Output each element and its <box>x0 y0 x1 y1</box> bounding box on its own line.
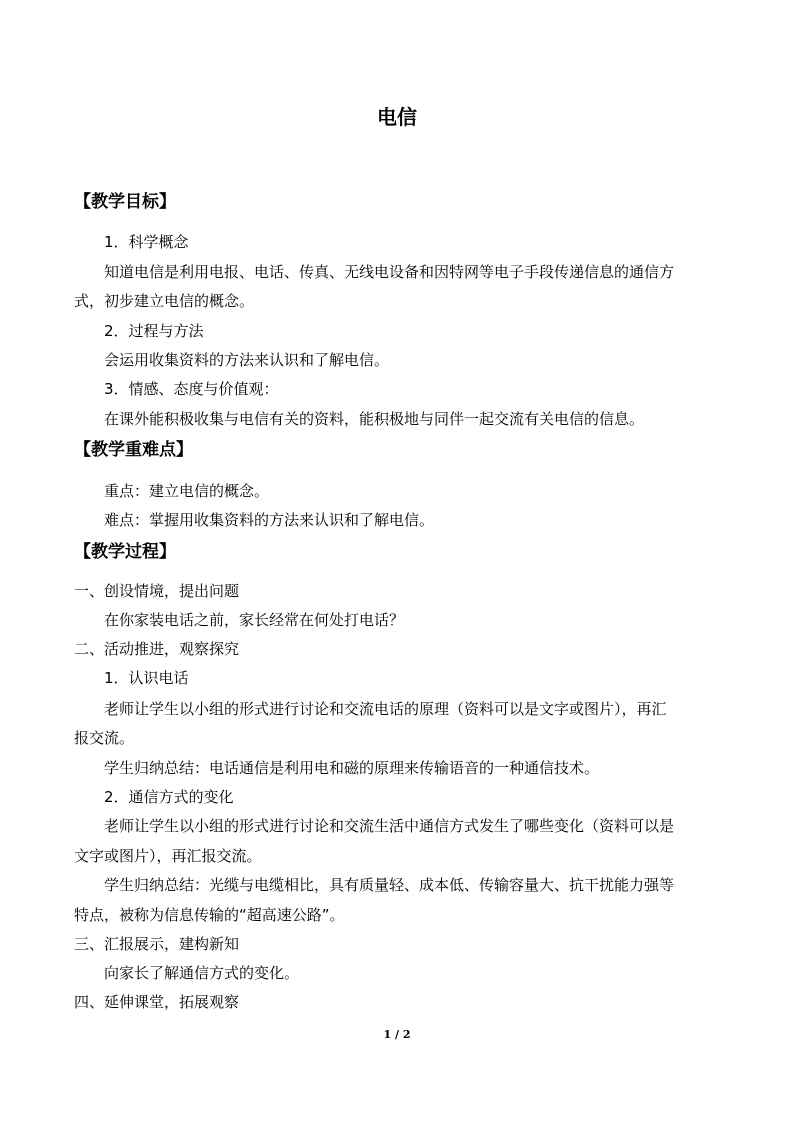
step1-text: 在你家装电话之前，家长经常在何处打电话？ <box>104 611 405 629</box>
step2-title: 二、活动推进，观察探究 <box>74 640 240 658</box>
step2-sub2-summary-line-1: 学生归纳总结：光缆与电缆相比，具有质量轻、成本低、传输容量大、抗干扰能力强等 <box>104 876 675 894</box>
process-text: 会运用收集资料的方法来认识和了解电信。 <box>104 351 390 369</box>
document-title: 电信 <box>377 105 417 129</box>
step4-title: 四、延伸课堂，拓展观察 <box>74 993 240 1011</box>
step2-sub1-label: 1．认识电话 <box>104 669 189 687</box>
concept-text-line-1: 知道电信是利用电报、电话、传真、无线电设备和因特网等电子手段传递信息的通信方 <box>104 263 675 281</box>
key-points-heading: 【教学重难点】 <box>74 440 193 460</box>
step2-sub2-text-line-1: 老师让学生以小组的形式进行讨论和交流生活中通信方式发生了哪些变化（资料可以是 <box>104 817 675 835</box>
step2-sub1-summary: 学生归纳总结：电话通信是利用电和磁的原理来传输语音的一种通信技术。 <box>104 759 600 777</box>
concept-label: 1．科学概念 <box>104 233 189 251</box>
step3-title: 三、汇报展示，建构新知 <box>74 935 240 953</box>
key-point: 重点：建立电信的概念。 <box>104 482 270 500</box>
attitude-text: 在课外能积极收集与电信有关的资料，能积极地与同伴一起交流有关电信的信息。 <box>104 410 645 428</box>
process-heading: 【教学过程】 <box>74 542 176 562</box>
step2-sub1-text-line-2: 报交流。 <box>74 729 135 747</box>
concept-text-line-2: 式，初步建立电信的概念。 <box>74 292 255 310</box>
step1-title: 一、创设情境，提出问题 <box>74 582 240 600</box>
step2-sub1-text-line-1: 老师让学生以小组的形式进行讨论和交流电话的原理（资料可以是文字或图片），再汇 <box>104 700 667 718</box>
difficult-point: 难点：掌握用收集资料的方法来认识和了解电信。 <box>104 511 435 529</box>
step3-text: 向家长了解通信方式的变化。 <box>104 964 300 982</box>
attitude-label: 3．情感、态度与价值观： <box>104 380 279 398</box>
step2-sub2-label: 2．通信方式的变化 <box>104 788 234 806</box>
step2-sub2-text-line-2: 文字或图片），再汇报交流。 <box>74 847 262 865</box>
objectives-heading: 【教学目标】 <box>74 192 176 212</box>
process-label: 2．过程与方法 <box>104 322 204 340</box>
step2-sub2-summary-line-2: 特点，被称为信息传输的“超高速公路”。 <box>74 906 345 924</box>
page-number: 1 / 2 <box>383 1028 411 1041</box>
